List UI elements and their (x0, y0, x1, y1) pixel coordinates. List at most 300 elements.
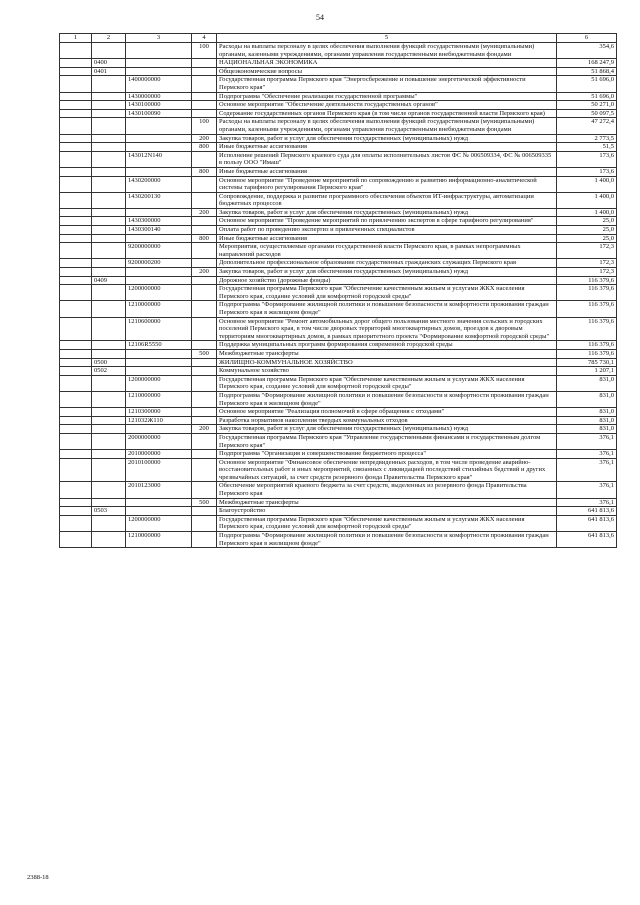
cell-col-1 (60, 375, 92, 391)
cell-amount: 116 379,6 (557, 285, 617, 301)
cell-expense-type: 800 (192, 143, 217, 152)
cell-name: Дополнительное профессиональное образование государственных гражданских служащих Пермского края (217, 259, 557, 268)
header-col-1: 1 (60, 34, 92, 43)
cell-amount: 172,3 (557, 268, 617, 277)
cell-col-1 (60, 268, 92, 277)
cell-col-1 (60, 515, 92, 531)
cell-section (92, 498, 126, 507)
cell-amount: 376,1 (557, 482, 617, 498)
cell-col-1 (60, 317, 92, 341)
cell-target-article: 1430100090 (126, 109, 192, 118)
cell-amount: 168 247,9 (557, 59, 617, 68)
table-row (60, 268, 617, 277)
cell-amount: 25,0 (557, 226, 617, 235)
header-col-5: 5 (217, 34, 557, 43)
budget-table (59, 33, 617, 548)
cell-target-article (126, 43, 192, 59)
cell-name: Расходы на выплаты персоналу в целях обеспечения выполнения функций государственными (муниципальными) органами, казенными учреждениями, органами управления государственными внебюджетными фондами (217, 43, 557, 59)
cell-col-1 (60, 341, 92, 350)
cell-amount: 831,0 (557, 375, 617, 391)
cell-amount: 50 271,0 (557, 101, 617, 110)
cell-target-article: 9200000200 (126, 259, 192, 268)
cell-expense-type (192, 341, 217, 350)
cell-target-article (126, 498, 192, 507)
cell-section (92, 192, 126, 208)
cell-name: Поддержка муниципальных программ формирования современной городской среды (217, 341, 557, 350)
cell-name: Подпрограмма "Организация и совершенствование бюджетного процесса" (217, 450, 557, 459)
table-row (60, 259, 617, 268)
cell-expense-type (192, 67, 217, 76)
cell-section (92, 433, 126, 449)
cell-section (92, 482, 126, 498)
cell-expense-type (192, 507, 217, 516)
table-row (60, 243, 617, 259)
cell-col-1 (60, 276, 92, 285)
cell-expense-type (192, 276, 217, 285)
cell-name: Иные бюджетные ассигнования (217, 143, 557, 152)
cell-target-article (126, 134, 192, 143)
cell-expense-type: 200 (192, 208, 217, 217)
cell-section (92, 243, 126, 259)
cell-amount: 831,0 (557, 425, 617, 434)
cell-name: Государственная программа Пермского края "Обеспечение качественным жильем и услугами ЖКХ населения Пермского края, создание условий для комфортной городской среды" (217, 285, 557, 301)
cell-section (92, 268, 126, 277)
cell-amount: 785 730,1 (557, 358, 617, 367)
cell-col-1 (60, 92, 92, 101)
cell-col-1 (60, 176, 92, 192)
cell-target-article (126, 367, 192, 376)
cell-target-article: 1200000000 (126, 375, 192, 391)
cell-section (92, 92, 126, 101)
cell-name: Расходы на выплаты персоналу в целях обеспечения выполнения функций государственными (муниципальными) органами, казенными учреждениями, органами управления государственными внебюджетными фондами (217, 118, 557, 134)
cell-expense-type: 800 (192, 167, 217, 176)
cell-target-article (126, 143, 192, 152)
cell-section (92, 375, 126, 391)
cell-amount: 116 379,6 (557, 349, 617, 358)
table-row (60, 134, 617, 143)
cell-target-article: 1400000000 (126, 76, 192, 92)
cell-expense-type: 100 (192, 43, 217, 59)
cell-name: Обеспечение мероприятий краевого бюджета за счет средств, выделенных из резервного фонда Правительства Пермского края (217, 482, 557, 498)
table-row (60, 425, 617, 434)
cell-name: Иные бюджетные ассигнования (217, 234, 557, 243)
table-row (60, 59, 617, 68)
cell-target-article: 1430200000 (126, 176, 192, 192)
cell-section (92, 76, 126, 92)
cell-name: Государственная программа Пермского края "Управление государственными финансами и государственным долгом Пермского края" (217, 433, 557, 449)
cell-amount: 641 813,6 (557, 507, 617, 516)
cell-expense-type (192, 358, 217, 367)
table-row (60, 143, 617, 152)
table-row (60, 532, 617, 548)
table-body (60, 43, 617, 548)
cell-expense-type: 100 (192, 118, 217, 134)
cell-col-1 (60, 208, 92, 217)
table-row (60, 433, 617, 449)
cell-target-article (126, 268, 192, 277)
cell-amount: 376,1 (557, 450, 617, 459)
cell-col-1 (60, 433, 92, 449)
cell-name: Подпрограмма "Формирование жилищной политики и повышение безопасности и комфортности проживания граждан Пермского края в жилищном фонде" (217, 532, 557, 548)
cell-section: 0409 (92, 276, 126, 285)
cell-expense-type (192, 59, 217, 68)
cell-section (92, 43, 126, 59)
cell-amount: 116 379,6 (557, 276, 617, 285)
cell-section: 0503 (92, 507, 126, 516)
cell-amount: 173,6 (557, 167, 617, 176)
cell-col-1 (60, 482, 92, 498)
cell-name: Основное мероприятие "Проведение мероприятий по сопровождению и развитию информационно-аналитической системы тарифного регулирования Пермского края" (217, 176, 557, 192)
cell-name: Закупка товаров, работ и услуг для обеспечения государственных (муниципальных) нужд (217, 268, 557, 277)
cell-name: Межбюджетные трансферты (217, 498, 557, 507)
table-row (60, 482, 617, 498)
cell-expense-type (192, 408, 217, 417)
table-row (60, 285, 617, 301)
table-row (60, 450, 617, 459)
cell-expense-type (192, 259, 217, 268)
cell-name: Иные бюджетные ассигнования (217, 167, 557, 176)
cell-expense-type (192, 109, 217, 118)
cell-expense-type (192, 450, 217, 459)
cell-amount: 116 379,6 (557, 317, 617, 341)
cell-name: Государственная программа Пермского края "Обеспечение качественным жильем и услугами ЖКХ населения Пермского края, создание условий для комфортной городской среды" (217, 375, 557, 391)
cell-name: Государственная программа Пермского края "Обеспечение качественным жильем и услугами ЖКХ населения Пермского края, создание условий для комфортной городской среды" (217, 515, 557, 531)
cell-section (92, 532, 126, 548)
cell-name: Основное мероприятие "Реализация полномочий в сфере обращения с отходами" (217, 408, 557, 417)
cell-expense-type (192, 375, 217, 391)
cell-name: Дорожное хозяйство (дорожные фонды) (217, 276, 557, 285)
cell-expense-type (192, 391, 217, 407)
cell-target-article: 1430300000 (126, 217, 192, 226)
cell-amount: 51,5 (557, 143, 617, 152)
cell-section (92, 101, 126, 110)
cell-section (92, 349, 126, 358)
cell-name: Благоустройство (217, 507, 557, 516)
cell-expense-type: 500 (192, 349, 217, 358)
cell-expense-type (192, 226, 217, 235)
cell-section (92, 217, 126, 226)
cell-name: Исполнение решений Пермского краевого суда для оплаты исполнительных листов ФС № 006509334, ФС № 006509335 в пользу ООО "Имаш" (217, 151, 557, 167)
cell-target-article (126, 234, 192, 243)
cell-target-article: 121032Ж110 (126, 416, 192, 425)
cell-expense-type (192, 151, 217, 167)
page-number: 54 (316, 13, 324, 22)
cell-col-1 (60, 450, 92, 459)
cell-amount: 641 813,6 (557, 515, 617, 531)
cell-col-1 (60, 217, 92, 226)
cell-col-1 (60, 167, 92, 176)
cell-col-1 (60, 367, 92, 376)
cell-expense-type (192, 217, 217, 226)
cell-section (92, 425, 126, 434)
table-row (60, 341, 617, 350)
cell-expense-type (192, 243, 217, 259)
table-row (60, 358, 617, 367)
cell-target-article: 1430300140 (126, 226, 192, 235)
table-row (60, 276, 617, 285)
cell-expense-type: 200 (192, 268, 217, 277)
table-row (60, 109, 617, 118)
cell-expense-type (192, 301, 217, 317)
cell-section (92, 458, 126, 482)
table-header (60, 34, 617, 43)
footer-code: 2388-18 (27, 874, 49, 881)
cell-col-1 (60, 192, 92, 208)
cell-section (92, 109, 126, 118)
cell-section (92, 176, 126, 192)
table-row (60, 367, 617, 376)
cell-section: 0500 (92, 358, 126, 367)
cell-amount: 51 868,4 (557, 67, 617, 76)
cell-col-1 (60, 532, 92, 548)
cell-target-article: 1430100000 (126, 101, 192, 110)
cell-expense-type (192, 285, 217, 301)
cell-col-1 (60, 458, 92, 482)
cell-name: Основное мероприятие "Проведение мероприятий по привлечению экспертов в сфере тарифного регулирования" (217, 217, 557, 226)
cell-name: Межбюджетные трансферты (217, 349, 557, 358)
cell-col-1 (60, 301, 92, 317)
cell-target-article: 2010123000 (126, 482, 192, 498)
cell-target-article: 2000000000 (126, 433, 192, 449)
cell-name: ЖИЛИЩНО-КОММУНАЛЬНОЕ ХОЗЯЙСТВО (217, 358, 557, 367)
table-row (60, 234, 617, 243)
cell-target-article (126, 507, 192, 516)
cell-target-article: 1430000000 (126, 92, 192, 101)
cell-section (92, 408, 126, 417)
cell-target-article: 143012N140 (126, 151, 192, 167)
cell-col-1 (60, 425, 92, 434)
cell-amount: 831,0 (557, 408, 617, 417)
cell-target-article (126, 208, 192, 217)
cell-target-article (126, 67, 192, 76)
cell-name: Подпрограмма "Обеспечение реализации государственной программы" (217, 92, 557, 101)
cell-expense-type (192, 76, 217, 92)
cell-col-1 (60, 234, 92, 243)
cell-amount: 25,0 (557, 234, 617, 243)
cell-expense-type (192, 433, 217, 449)
cell-amount: 1 207,1 (557, 367, 617, 376)
cell-col-1 (60, 134, 92, 143)
cell-name: НАЦИОНАЛЬНАЯ ЭКОНОМИКА (217, 59, 557, 68)
cell-target-article: 1200000000 (126, 515, 192, 531)
table-row (60, 391, 617, 407)
cell-amount: 173,6 (557, 151, 617, 167)
cell-col-1 (60, 101, 92, 110)
cell-target-article: 2010000000 (126, 450, 192, 459)
cell-amount: 831,0 (557, 416, 617, 425)
cell-expense-type (192, 317, 217, 341)
cell-target-article: 1210300000 (126, 408, 192, 417)
cell-amount: 25,0 (557, 217, 617, 226)
cell-target-article (126, 349, 192, 358)
table-row (60, 92, 617, 101)
header-col-4: 4 (192, 34, 217, 43)
cell-section: 0401 (92, 67, 126, 76)
cell-section: 0502 (92, 367, 126, 376)
cell-section (92, 285, 126, 301)
table-row (60, 317, 617, 341)
cell-amount: 354,6 (557, 43, 617, 59)
cell-expense-type (192, 416, 217, 425)
cell-section (92, 515, 126, 531)
cell-amount: 2 773,5 (557, 134, 617, 143)
cell-amount: 376,1 (557, 498, 617, 507)
cell-amount: 47 272,4 (557, 118, 617, 134)
cell-col-1 (60, 59, 92, 68)
cell-name: Основное мероприятие "Ремонт автомобильных дорог общего пользования местного значения сельских и городских поселений Пермского края, в том числе дворовых территорий многоквартирных домов, проездов к дворовым территориям многоквартирных домов, в рамках приоритетного проекта "Формирование комфортной городской среды" (217, 317, 557, 341)
table-row (60, 43, 617, 59)
cell-section (92, 259, 126, 268)
cell-target-article: 1200000000 (126, 285, 192, 301)
cell-amount: 50 097,5 (557, 109, 617, 118)
table-row (60, 118, 617, 134)
cell-name: Подпрограмма "Формирование жилищной политики и повышение безопасности и комфортности проживания граждан Пермского края в жилищном фонде" (217, 301, 557, 317)
header-col-2: 2 (92, 34, 126, 43)
cell-expense-type (192, 515, 217, 531)
table-row (60, 458, 617, 482)
cell-col-1 (60, 109, 92, 118)
cell-col-1 (60, 118, 92, 134)
table-row (60, 515, 617, 531)
cell-section (92, 143, 126, 152)
cell-section (92, 234, 126, 243)
table-row (60, 176, 617, 192)
cell-name: Сопровождение, поддержка и развитие программного обеспечения объектов ИТ-инфраструктуры, автоматизации бюджетных процессов (217, 192, 557, 208)
cell-name: Общеэкономические вопросы (217, 67, 557, 76)
header-col-3: 3 (126, 34, 192, 43)
cell-amount: 116 379,6 (557, 301, 617, 317)
table-row (60, 507, 617, 516)
table-row (60, 208, 617, 217)
cell-amount: 116 379,6 (557, 341, 617, 350)
cell-target-article: 1210000000 (126, 301, 192, 317)
cell-target-article (126, 276, 192, 285)
cell-expense-type (192, 367, 217, 376)
table-row (60, 217, 617, 226)
cell-col-1 (60, 151, 92, 167)
cell-section (92, 167, 126, 176)
cell-target-article: 12106R5550 (126, 341, 192, 350)
cell-col-1 (60, 507, 92, 516)
cell-section (92, 118, 126, 134)
cell-expense-type (192, 532, 217, 548)
table-row (60, 416, 617, 425)
cell-col-1 (60, 408, 92, 417)
cell-name: Закупка товаров, работ и услуг для обеспечения государственных (муниципальных) нужд (217, 425, 557, 434)
cell-col-1 (60, 285, 92, 301)
table-row (60, 151, 617, 167)
cell-expense-type: 200 (192, 134, 217, 143)
cell-name: Мероприятия, осуществляемые органами государственной власти Пермского края, в рамках непрограммных направлений расходов (217, 243, 557, 259)
cell-amount: 1 400,0 (557, 176, 617, 192)
cell-name: Оплата работ по проведению экспертиз и привлеченных специалистов (217, 226, 557, 235)
cell-amount: 641 813,6 (557, 532, 617, 548)
cell-section (92, 134, 126, 143)
cell-name: Основное мероприятие "Финансовое обеспечение непредвиденных расходов, в том числе проведение аварийно-восстановительных работ и иных мероприятий, связанных с ликвидацией последствий стихийных бедствий и других чрезвычайных ситуаций, за счет средств резервного фонда Правительства Пермского края" (217, 458, 557, 482)
cell-col-1 (60, 243, 92, 259)
cell-name: Коммунальное хозяйство (217, 367, 557, 376)
cell-amount: 831,0 (557, 391, 617, 407)
cell-target-article (126, 425, 192, 434)
cell-amount: 172,3 (557, 259, 617, 268)
cell-name: Содержание государственных органов Пермского края (в том числе органов государственной власти Пермского края) (217, 109, 557, 118)
table-row (60, 167, 617, 176)
cell-expense-type: 200 (192, 425, 217, 434)
table-row (60, 76, 617, 92)
cell-expense-type (192, 458, 217, 482)
cell-target-article: 1430200130 (126, 192, 192, 208)
table-row (60, 498, 617, 507)
table-row (60, 375, 617, 391)
table-row (60, 67, 617, 76)
cell-target-article: 1210600000 (126, 317, 192, 341)
cell-expense-type (192, 92, 217, 101)
table-row (60, 301, 617, 317)
cell-target-article: 1210000000 (126, 391, 192, 407)
cell-target-article (126, 358, 192, 367)
cell-section (92, 391, 126, 407)
cell-amount: 172,3 (557, 243, 617, 259)
cell-expense-type (192, 192, 217, 208)
cell-col-1 (60, 259, 92, 268)
cell-expense-type (192, 482, 217, 498)
cell-section (92, 151, 126, 167)
header-col-6: 6 (557, 34, 617, 43)
cell-section (92, 208, 126, 217)
cell-name: Закупка товаров, работ и услуг для обеспечения государственных (муниципальных) нужд (217, 134, 557, 143)
cell-col-1 (60, 498, 92, 507)
table-row (60, 101, 617, 110)
cell-target-article: 2010100000 (126, 458, 192, 482)
cell-section (92, 226, 126, 235)
table-row (60, 408, 617, 417)
cell-target-article (126, 59, 192, 68)
cell-col-1 (60, 143, 92, 152)
cell-amount: 1 400,0 (557, 208, 617, 217)
cell-amount: 51 696,0 (557, 92, 617, 101)
cell-col-1 (60, 358, 92, 367)
cell-expense-type: 500 (192, 498, 217, 507)
cell-amount: 376,1 (557, 458, 617, 482)
table-row (60, 226, 617, 235)
cell-col-1 (60, 226, 92, 235)
cell-target-article: 1210000000 (126, 532, 192, 548)
cell-section (92, 341, 126, 350)
cell-target-article (126, 118, 192, 134)
cell-col-1 (60, 416, 92, 425)
cell-col-1 (60, 43, 92, 59)
cell-section (92, 317, 126, 341)
cell-section (92, 416, 126, 425)
cell-name: Основное мероприятие "Обеспечение деятельности государственных органов" (217, 101, 557, 110)
table-row (60, 192, 617, 208)
cell-expense-type (192, 101, 217, 110)
cell-name: Государственная программа Пермского края "Энергосбережение и повышение энергетической эффективности Пермского края" (217, 76, 557, 92)
cell-amount: 51 696,0 (557, 76, 617, 92)
cell-amount: 376,1 (557, 433, 617, 449)
cell-section (92, 301, 126, 317)
cell-col-1 (60, 67, 92, 76)
cell-name: Подпрограмма "Формирование жилищной политики и повышение безопасности и комфортности проживания граждан Пермского края в жилищном фонде" (217, 391, 557, 407)
cell-section: 0400 (92, 59, 126, 68)
cell-section (92, 450, 126, 459)
cell-expense-type: 800 (192, 234, 217, 243)
cell-name: Разработка нормативов накопления твердых коммунальных отходов (217, 416, 557, 425)
cell-target-article: 9200000000 (126, 243, 192, 259)
cell-target-article (126, 167, 192, 176)
cell-amount: 1 400,0 (557, 192, 617, 208)
cell-col-1 (60, 349, 92, 358)
